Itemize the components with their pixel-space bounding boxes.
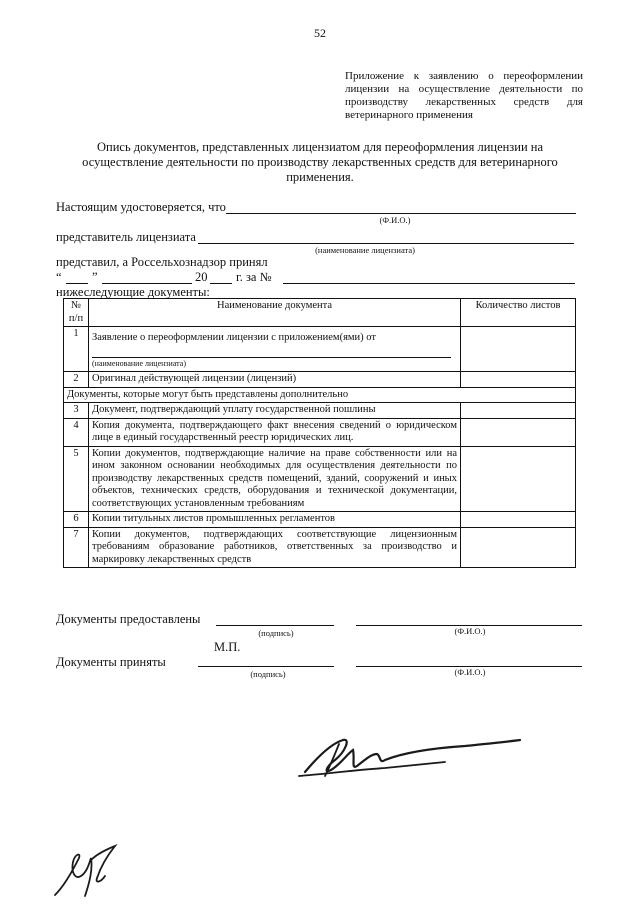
row-name: Документ, подтверждающий уплату государственной пошлины [89,403,461,419]
submitted-label: представил, а Россельхознадзор принял [56,255,268,269]
col-qty-header: Количество листов [461,299,576,327]
table-row [64,372,576,388]
handwritten-initials [45,840,125,902]
row-num: 1 [64,327,89,372]
page-number: 52 [314,26,326,40]
row-name: Копии документов, подтверждающих соответствующие лицензионным требованиям образование работников, ответственных за производство и маркировку лекарственных средств [89,527,461,568]
date-day-blank[interactable] [66,283,88,284]
accepted-fio-caption: (Ф.И.О.) [454,667,486,677]
stamp-label: М.П. [214,640,241,654]
documents-table [63,298,576,568]
row-name [89,327,461,372]
row-num: 7 [64,527,89,568]
registration-number-blank[interactable] [283,283,575,284]
row-num: 2 [64,372,89,388]
table-row [64,418,576,446]
representative-label: представитель лицензиата [56,230,196,244]
row-name: Копии документов, подтверждающие наличие на праве собственности или на ином законном основании необходимых для осуществления деятельности по производству лекарственных средств помещений, зданий, сооружений и иных объектов, технических средств, оборудования и технической документации, соответствующих установленным требованиям [89,446,461,512]
handwritten-signature [295,730,525,790]
table-row [64,527,576,568]
title-line-2: осуществление деятельности по производству лекарственных средств для ветеринарного [82,155,558,169]
row-blank-line[interactable] [92,347,451,358]
section-row [64,387,576,403]
accepted-signature-line[interactable] [198,666,334,667]
date-number-label: г. за № [236,270,272,284]
licensee-caption: (наименование лицензиата) [315,245,415,255]
table-header-row [64,299,576,327]
provided-signature-line[interactable] [216,625,334,626]
row-name: Копия документа, подтверждающего факт внесения сведений о юридическом лице в единый государственный реестр юридических лиц. [89,418,461,446]
qty-cell[interactable] [461,527,576,568]
col-name-header: Наименование документа [89,299,461,327]
accepted-label: Документы приняты [56,655,166,669]
date-month-blank[interactable] [102,283,192,284]
qty-cell[interactable] [461,446,576,512]
qty-cell[interactable] [461,372,576,388]
row-num: 5 [64,446,89,512]
date-year-prefix: 20 [195,270,208,284]
table-row [64,446,576,512]
row-name: Оригинал действующей лицензии (лицензий) [89,372,461,388]
title-line-3: применения. [286,170,354,184]
row-num: 3 [64,403,89,419]
fio-caption: (Ф.И.О.) [379,215,411,225]
table-row [64,403,576,419]
row-num: 6 [64,512,89,528]
licensee-inner-caption: (наименование лицензиата) [92,358,186,368]
provided-fio-caption: (Ф.И.О.) [454,626,486,636]
document-title [60,140,580,185]
qty-cell[interactable] [461,512,576,528]
provided-label: Документы предоставлены [56,612,201,626]
qty-cell[interactable] [461,418,576,446]
qty-cell[interactable] [461,327,576,372]
accepted-signature-caption: (подпись) [250,669,286,679]
fio-blank-line[interactable] [226,213,576,214]
table-row [64,512,576,528]
row-name-text: Заявление о переоформлении лицензии с приложением(ями) от [92,332,376,343]
date-quote-close: ” [92,270,98,284]
section-title: Документы, которые могут быть представлены дополнительно [64,387,576,403]
following-docs-label: нижеследующие документы: [56,285,210,299]
row-num: 4 [64,418,89,446]
date-year-blank[interactable] [210,283,232,284]
title-line-1: Опись документов, представленных лицензиатом для переоформления лицензии на [97,140,543,154]
table-row [64,327,576,372]
provided-signature-caption: (подпись) [258,628,294,638]
certify-label: Настоящим удостоверяется, что [56,200,226,214]
licensee-blank-line[interactable] [198,243,574,244]
qty-cell[interactable] [461,403,576,419]
date-quote-open: “ [56,270,62,284]
col-num-header: № п/п [64,299,89,327]
appendix-note: Приложение к заявлению о переоформлении лицензии на осуществление деятельности по производству лекарственных средств для ветеринарного применения [345,70,583,121]
row-name: Копии титульных листов промышленных регламентов [89,512,461,528]
